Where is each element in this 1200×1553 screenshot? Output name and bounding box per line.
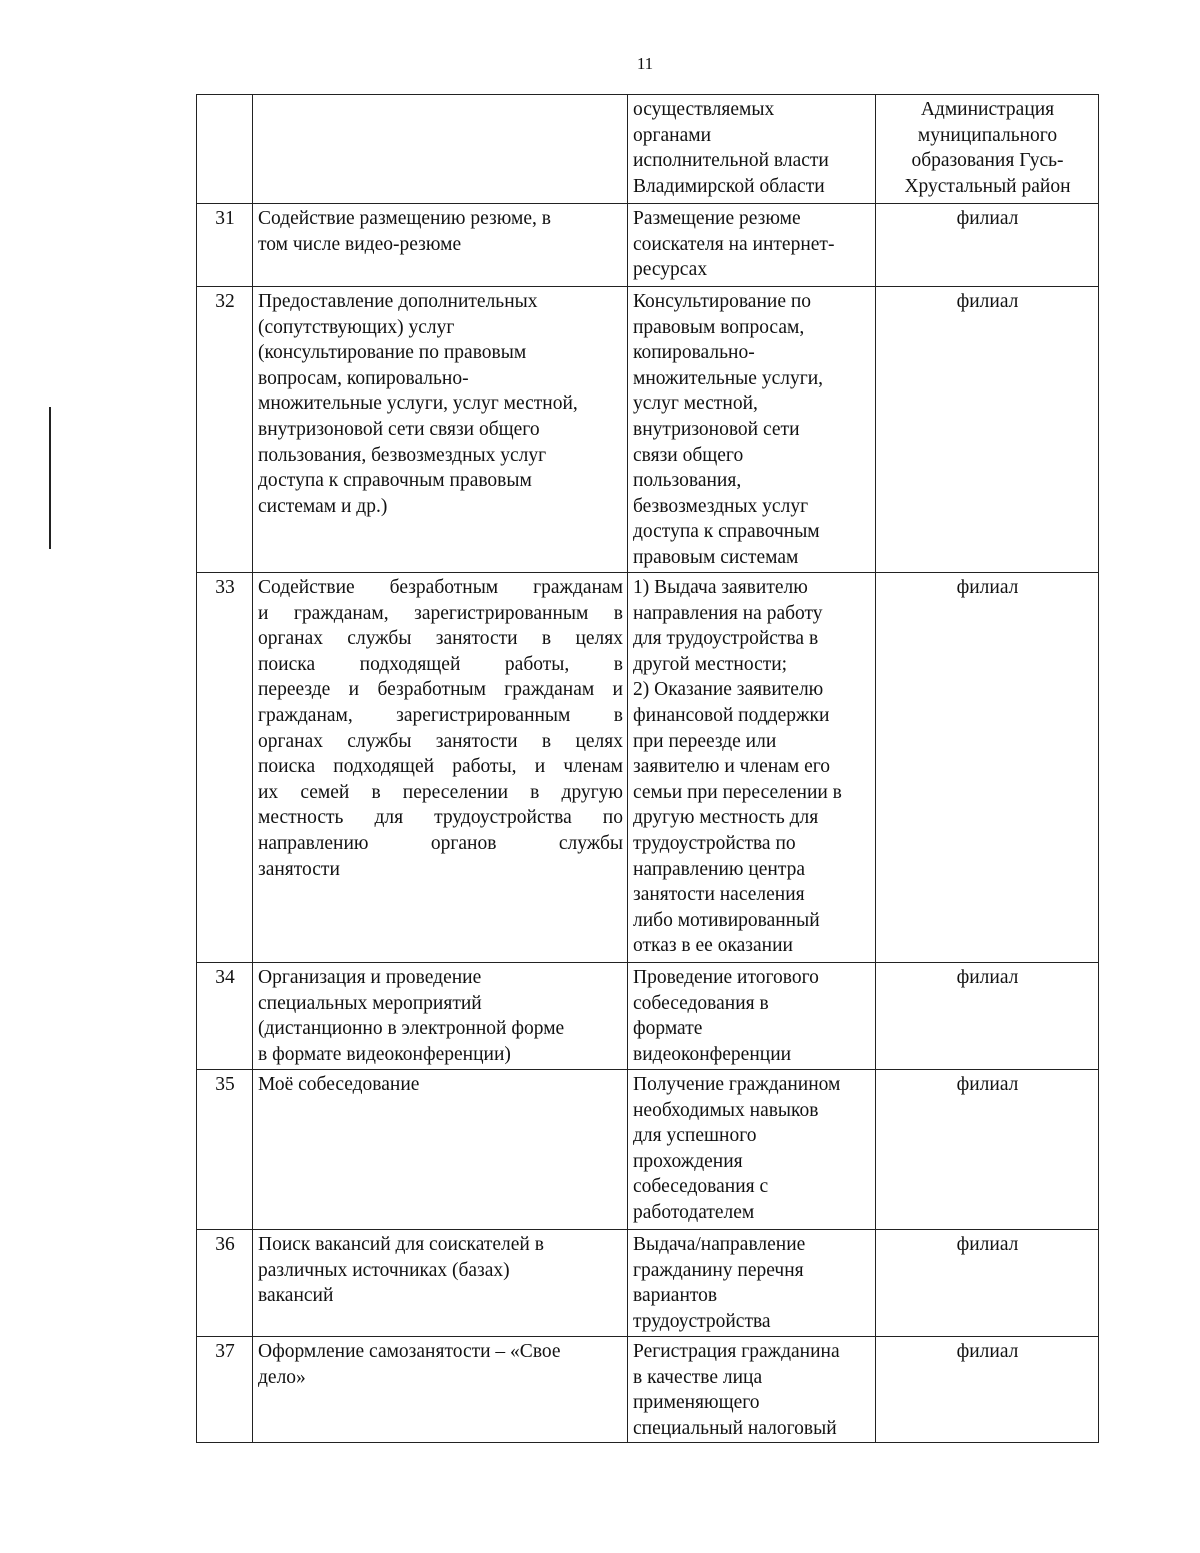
result-line: доступа к справочным [633,521,820,543]
result-line: работодателем [633,1201,755,1223]
service-result-cell [628,287,876,573]
result-line: применяющего [633,1392,760,1414]
row-number [197,1337,253,1443]
org-line: филиал [956,291,1019,312]
org-line: Хрустальный район [904,175,1071,197]
result-line: вариантов [633,1285,718,1307]
services-table [196,94,1099,1443]
service-line: (дистанционно в электронной форме [258,1018,565,1040]
row-number [197,1070,253,1230]
service-line: различных источниках (базах) [258,1259,510,1281]
service-result-cell [628,95,876,204]
result-line: Проведение итогового [633,967,819,988]
result-line: для успешного [633,1125,757,1147]
service-line: их семей в переселении в другую [258,781,623,803]
row-number-text: 33 [215,577,235,598]
result-line: копировально- [633,342,755,364]
row-number-text: 36 [215,1234,235,1255]
org-line: филиал [956,208,1019,229]
result-line: занятости населения [633,884,805,906]
row-number-text: 31 [215,208,235,229]
service-line: в формате видеоконференции) [258,1043,511,1065]
org-line: муниципального [917,124,1058,146]
service-line: поиска подходящей работы, и членам [258,756,623,778]
service-result-cell [628,204,876,287]
result-line: отказ в ее оказании [633,935,793,957]
result-line: заявителю и членам его [633,756,831,778]
service-name-cell [253,204,628,287]
org-line: филиал [956,1341,1019,1362]
service-line: вакансий [258,1285,334,1307]
row-number [197,287,253,573]
row-number [197,204,253,287]
table-row [197,963,1099,1070]
result-line: собеседования в [633,992,769,1014]
service-name-cell [253,95,628,204]
row-number-text: 37 [215,1341,235,1362]
result-line: необходимых навыков [633,1099,819,1121]
service-result-cell [628,963,876,1070]
service-result-cell [628,1070,876,1230]
provider-cell [876,963,1099,1070]
result-line: множительные услуги, [633,367,824,389]
service-line: занятости [258,858,340,880]
result-line: направления на работу [633,602,823,624]
service-result-cell [628,573,876,963]
service-line: Моё собеседование [258,1074,420,1095]
result-line: формате [633,1018,703,1040]
table-row [197,204,1099,287]
result-line: внутризоновой сети [633,418,800,440]
result-line: правовым вопросам, [633,316,805,338]
result-line: Консультирование по [633,291,812,312]
margin-mark [49,407,51,549]
result-line: безвозмездных услуг [633,495,809,517]
result-line: Выдача/направление [633,1234,806,1255]
result-line: гражданину перечня [633,1259,804,1281]
result-line: видеоконференции [633,1043,792,1065]
table-row [197,573,1099,963]
row-number [197,95,253,204]
result-line: для трудоустройства в [633,628,819,650]
service-line: множительные услуги, услуг местной, [258,393,578,415]
page-number: 11 [636,54,654,73]
org-line: филиал [956,1234,1019,1255]
service-line: (консультирование по правовым [258,342,527,364]
provider-cell [876,1337,1099,1443]
service-name-cell [253,963,628,1070]
org-line: филиал [956,577,1019,598]
result-line: специальный налоговый [633,1417,837,1439]
result-line: осуществляемых [633,99,775,120]
row-number-text: 34 [215,967,235,988]
result-line: при переезде или [633,730,777,752]
result-line: финансовой поддержки [633,704,830,726]
service-line: пользования, безвозмездных услуг [258,444,547,466]
result-line: в качестве лица [633,1366,763,1388]
table-row [197,1337,1099,1443]
row-number [197,573,253,963]
provider-cell [876,1230,1099,1337]
org-line: филиал [956,1074,1019,1095]
result-line: Размещение резюме [633,208,801,229]
service-name-cell [253,287,628,573]
services-table-body [197,95,1099,1443]
result-line: соискателя на интернет- [633,233,835,255]
result-line: собеседования с [633,1176,769,1198]
result-line: другую местность для [633,807,819,829]
service-name-cell [253,573,628,963]
result-line: семьи при переселении в [633,781,842,803]
service-line: направлению органов службы [258,832,623,854]
row-number-text: 32 [215,291,235,312]
service-name-cell [253,1230,628,1337]
service-line: внутризоновой сети связи общего [258,418,540,440]
row-number [197,1230,253,1337]
result-line: направлению центра [633,858,806,880]
result-line: трудоустройства [633,1310,771,1332]
result-line: трудоустройства по [633,832,796,854]
service-line: дело» [258,1366,306,1388]
result-line: связи общего [633,444,744,466]
result-line: 2) Оказание заявителю [633,679,824,701]
org-line: филиал [956,967,1019,988]
service-line: Предоставление дополнительных [258,291,538,312]
service-line: Содействие размещению резюме, в [258,208,551,229]
service-line: Содействие безработным гражданам [258,577,623,598]
service-line: местность для трудоустройства по [258,807,623,829]
service-result-cell [628,1337,876,1443]
result-line: пользования, [633,470,742,492]
service-line: поиска подходящей работы, в [258,653,623,675]
provider-cell [876,573,1099,963]
service-line: Оформление самозанятости – «Свое [258,1341,561,1362]
table-row [197,287,1099,573]
table-row [197,1070,1099,1230]
table-row [197,95,1099,204]
result-line: Владимирской области [633,175,825,197]
result-line: Получение гражданином [633,1074,841,1095]
service-line: Поиск вакансий для соискателей в [258,1234,544,1255]
service-name-cell [253,1337,628,1443]
service-line: органах службы занятости в целях [258,628,623,650]
provider-cell [876,287,1099,573]
org-line: Администрация [920,99,1055,120]
service-line: Организация и проведение [258,967,482,988]
service-line: доступа к справочным правовым [258,470,532,492]
service-result-cell [628,1230,876,1337]
result-line: другой местности; [633,653,788,675]
service-line: вопросам, копировально- [258,367,469,389]
org-line: образования Гусь- [911,150,1064,172]
service-line: гражданам, зарегистрированным в [258,704,623,726]
result-line: исполнительной власти [633,150,829,172]
service-name-cell [253,1070,628,1230]
service-line: системам и др.) [258,495,388,517]
result-line: 1) Выдача заявителю [633,577,808,598]
provider-cell [876,95,1099,204]
row-number [197,963,253,1070]
provider-cell [876,204,1099,287]
service-line: специальных мероприятий [258,992,482,1014]
row-number-text: 35 [215,1074,235,1095]
result-line: прохождения [633,1150,743,1172]
provider-cell [876,1070,1099,1230]
result-line: правовым системам [633,546,799,568]
service-line: том числе видео-резюме [258,233,462,255]
result-line: органами [633,124,712,146]
service-line: и гражданам, зарегистрированным в [258,602,623,624]
result-line: либо мотивированный [633,909,820,931]
table-row [197,1230,1099,1337]
service-line: переезде и безработным гражданам и [258,679,623,701]
result-line: Регистрация гражданина [633,1341,840,1362]
service-line: (сопутствующих) услуг [258,316,455,338]
service-line: органах службы занятости в целях [258,730,623,752]
result-line: услуг местной, [633,393,758,415]
result-line: ресурсах [633,259,708,281]
